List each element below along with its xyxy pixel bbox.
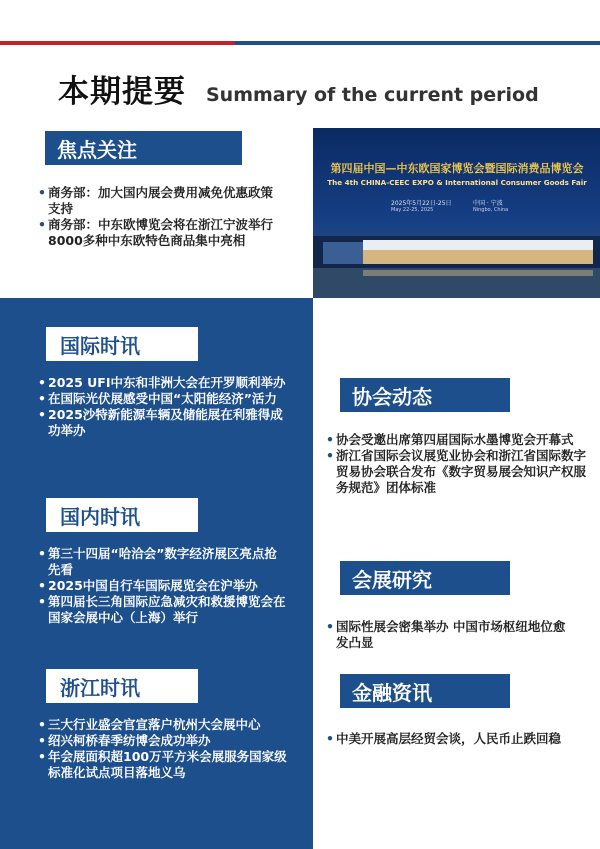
association-list xyxy=(326,432,594,496)
section-header-international: 国际时讯 xyxy=(46,327,198,361)
section-header-zhejiang: 浙江时讯 xyxy=(46,669,198,703)
page-title: 本期提要 xyxy=(58,74,186,110)
section-header-research: 会展研究 xyxy=(340,561,510,595)
expo-title-en: The 4th CHINA-CEEC EXPO & International Consumer Goods Fair xyxy=(327,178,587,187)
expo-date-en: May 22-25, 2025 xyxy=(391,207,434,213)
focus-list xyxy=(38,185,278,249)
international-list xyxy=(38,375,288,439)
list-item[interactable]: • 2025沙特新能源车辆及储能展在利雅得成功举办 xyxy=(38,407,288,439)
expo-city-en: Ningbo, China xyxy=(473,207,509,213)
expo-banner-image xyxy=(313,128,600,298)
section-header-focus: 焦点关注 xyxy=(45,131,242,165)
list-item[interactable]: • 国际性展会密集举办 中国市场枢纽地位愈发凸显 xyxy=(326,619,576,651)
list-item[interactable]: • 年会展面积超100万平方米会展服务国家级标准化试点项目落地义乌 xyxy=(38,749,288,781)
section-header-domestic: 国内时讯 xyxy=(46,498,198,532)
list-item[interactable]: • 2025中国自行车国际展览会在沪举办 xyxy=(38,578,288,594)
list-item[interactable]: • 协会受邀出席第四届国际水墨博览会开幕式 xyxy=(326,432,594,448)
top-accent-blue-bar xyxy=(235,41,600,45)
list-item[interactable]: • 中美开展高层经贸会谈，人民币止跌回稳 xyxy=(326,731,566,747)
expo-title: 第四届中国—中东欧国家博览会暨国际消费品博览会 xyxy=(330,162,584,175)
list-item[interactable]: • 绍兴柯桥春季纺博会成功举办 xyxy=(38,733,288,749)
finance-list xyxy=(326,731,566,747)
list-item[interactable]: • 第四届长三角国际应急减灾和救援博览会在国家会展中心（上海）举行 xyxy=(38,594,288,626)
list-item[interactable]: • 浙江省国际会议展览业协会和浙江省国际数字贸易协会联合发布《数字贸易展会知识产权服务规范》团体标准 xyxy=(326,448,594,496)
research-list xyxy=(326,619,576,651)
section-header-association: 协会动态 xyxy=(340,378,510,412)
list-item[interactable]: • 三大行业盛会官宣落户杭州大会展中心 xyxy=(38,717,288,733)
list-item[interactable]: • 在国际光伏展感受中国“太阳能经济”活力 xyxy=(38,391,288,407)
expo-city: 中国 · 宁波 xyxy=(473,200,503,207)
zhejiang-list xyxy=(38,717,288,781)
list-item[interactable]: • 商务部：加大国内展会费用减免优惠政策支持 xyxy=(38,185,278,217)
domestic-list xyxy=(38,546,288,626)
page-subtitle: Summary of the current period xyxy=(206,84,539,106)
expo-building-illustration xyxy=(313,128,600,298)
section-header-finance: 金融资讯 xyxy=(340,674,510,708)
expo-date: 2025年5月22日-25日 xyxy=(391,200,452,207)
list-item[interactable]: • 商务部：中东欧博览会将在浙江宁波举行8000多种中东欧特色商品集中亮相 xyxy=(38,217,278,249)
list-item[interactable]: • 第三十四届“哈洽会”数字经济展区亮点抢先看 xyxy=(38,546,288,578)
list-item[interactable]: • 2025 UFI中东和非洲大会在开罗顺利举办 xyxy=(38,375,288,391)
top-accent-red-bar xyxy=(0,41,235,45)
